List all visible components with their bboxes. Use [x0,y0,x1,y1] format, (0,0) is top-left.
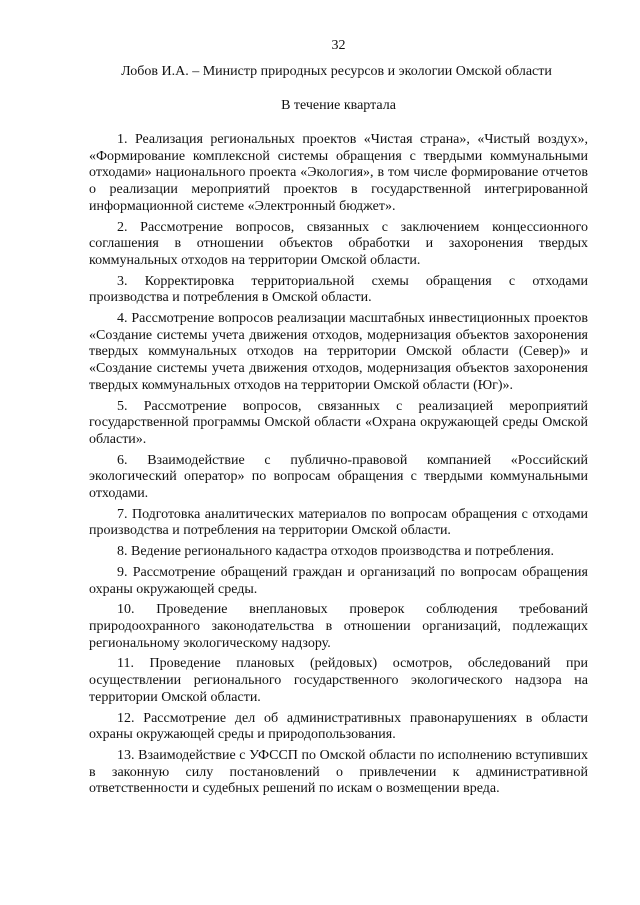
item-number: 9. [117,564,128,580]
responsible-person-header: Лобов И.А. – Министр природных ресурсов и экологии Омской области [121,64,552,79]
list-item [89,453,588,503]
list-item [89,220,588,270]
task-list [89,132,588,798]
list-item [89,399,588,449]
item-text: Рассмотрение дел об административных правонарушениях в области охраны окружающей среды и природопользования. [89,710,589,743]
item-text: Рассмотрение вопросов, связанных с реализацией мероприятий государственной программы Омской области «Охрана окружающей среды Омской области». [89,398,588,447]
item-text: Рассмотрение вопросов реализации масштабных инвестиционных проектов «Создание системы учета движения отходов, модернизация объектов захоронения твердых коммунальных отходов на территории Омской области (Север)» и «Создание системы учета движения отходов, модернизация объектов захоронения твердых коммунальных отходов на территории Омской области (Юг)». [89,311,589,393]
list-item [89,748,588,798]
item-text: Корректировка территориальной схемы обращения с отходами производства и потребления в Омской области. [89,273,589,306]
item-text: Ведение регионального кадастра отходов производства и потребления. [131,544,554,560]
item-number: 8. [117,544,128,560]
item-number: 7. [117,506,128,522]
item-text: Проведение внеплановых проверок соблюдения требований природоохранного законодательства в отношении организаций, подлежащих региональному экологическому надзору. [89,602,588,651]
item-number: 10. [117,602,135,618]
list-item [89,274,588,307]
list-item [89,311,588,395]
item-number: 6. [117,452,128,468]
item-text: Подготовка аналитических материалов по вопросам обращения с отходами производства и потребления на территории Омской области. [89,506,589,539]
item-text: Реализация региональных проектов «Чистая страна», «Чистый воздух», «Формирование комплексной системы обращения с твердыми коммунальными отходами» национального проекта «Экология», в том числе формирование отчетов о реализации мероприятий проектов в государственной интегрированной информационной системе «Электронный бюджет». [89,132,588,214]
item-text: Рассмотрение обращений граждан и организаций по вопросам обращения охраны окружающей среды. [89,564,588,597]
item-number: 3. [117,273,128,289]
page-number: 32 [331,38,346,53]
item-number: 2. [117,219,128,235]
list-item [89,602,588,652]
list-item [89,132,588,216]
section-title: В течение квартала [281,98,396,113]
item-number: 4. [117,311,128,327]
list-item [89,565,588,598]
list-item [89,507,588,540]
item-number: 11. [117,656,134,672]
item-text: Взаимодействие с УФССП по Омской области по исполнению вступивших в законную силу постановлений о привлечении к административной ответственности и судебных решений по искам о возмещении вреда. [89,747,589,797]
list-item [89,656,588,706]
item-number: 13. [117,747,135,763]
item-text: Взаимодействие с публично-правовой компанией «Российский экологический оператор» по вопросам обращения с твердыми коммунальными отходами. [89,452,588,502]
item-text: Рассмотрение вопросов, связанных с заключением концессионного соглашения в отношении объектов обработки и захоронения твердых коммунальных отходов на территории Омской области. [89,219,589,268]
list-item [89,711,588,744]
item-number: 5. [117,398,128,414]
item-number: 1. [117,132,128,147]
item-number: 12. [117,710,135,726]
item-text: Проведение плановых (рейдовых) осмотров, обследований при осуществлении регионального государственного экологического надзора на территории Омской области. [89,656,589,705]
list-item [89,544,588,561]
